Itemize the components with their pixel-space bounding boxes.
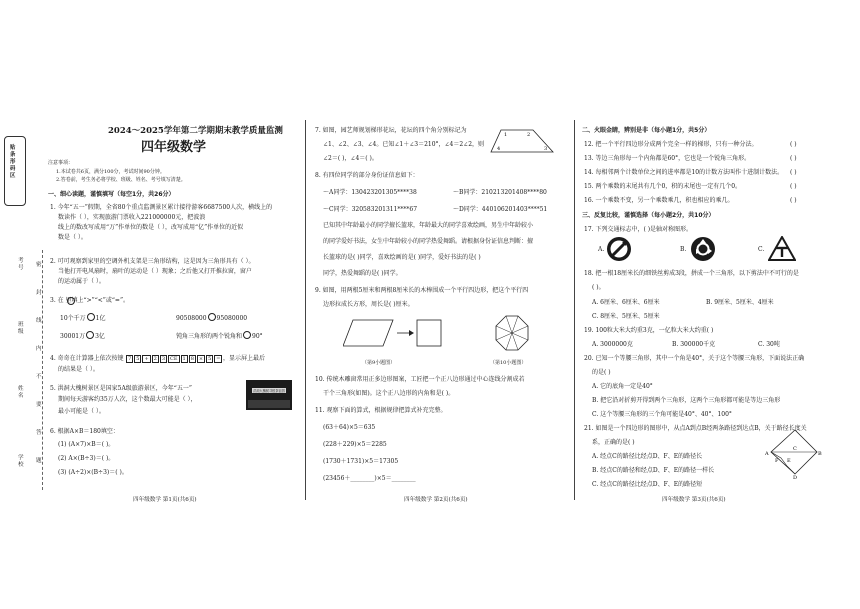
q1-line-4: 数是（ ）。 xyxy=(58,234,87,241)
q6-item-3: (3) (A÷2)×(B÷3)＝( )。 xyxy=(58,469,128,476)
svg-text:C: C xyxy=(793,446,797,452)
q17-stem: 17. 下列交通标志中，( )是轴对称图形。 xyxy=(584,226,693,233)
q8-text-2: 的同学爱好书法，女生中年龄较小的同学热爱舞蹈。请根据身份证信息判断：擅 xyxy=(323,238,534,245)
q11-item-1: (63＋64)×5＝635 xyxy=(323,424,376,431)
cut-line xyxy=(42,250,43,490)
cut-word-5: 要 xyxy=(36,402,42,408)
q21-opt-a: A. 经点C的路径比经点D、F、E的路径长 xyxy=(592,453,703,460)
q4-line-1: 4. 奇奇在计算器上依次按键 7 5 + 2 3 CE 1 8 × 5 = ，显示屏上最后 xyxy=(50,355,265,362)
cut-word-4: 不 xyxy=(36,374,42,380)
q10-line-1: 10. 传统木雕窗常用正多边形图案，工匠把一个正八边形通过中心连线分割成若 xyxy=(315,376,525,383)
tf-15: 15. 两个乘数的末尾共有几个0，积的末尾也一定有几个0。 xyxy=(584,183,742,190)
roundabout-sign-icon xyxy=(690,236,716,262)
svg-text:E: E xyxy=(787,458,791,464)
svg-text:4: 4 xyxy=(497,146,501,152)
q20-opt-a: A. 它的底角一定是40° xyxy=(592,383,653,390)
note-1: 1.本试卷共6页，满分100分，考试时间90分钟。 xyxy=(56,169,165,175)
tf-14: 14. 每相邻两个计数单位之间的进率都是10的计数方法叫作十进制计数法。 xyxy=(584,169,784,176)
q6-item-1: (1) (A×7)×B＝( )。 xyxy=(58,441,115,448)
notes-head: 注意事项： xyxy=(48,160,74,166)
q20-line-2: 的是( ) xyxy=(592,369,611,376)
q8-text-4: 同学，热爱舞蹈的是( )同学。 xyxy=(323,270,402,277)
q11-item-2: (228＋229)×5＝2285 xyxy=(323,441,387,448)
q19-opt-b: B. 300000千克 xyxy=(672,341,716,348)
q1-line-2: 数读作（ ），实现旅游门票收入221000000元，把波浪 xyxy=(58,214,206,221)
trapezoid-figure xyxy=(487,126,557,156)
svg-text:A: A xyxy=(765,451,769,457)
q18-line-1: 18. 把一根18厘米长的细铁丝剪成3段，拼成一个三角形，以下剪法中不可行的是 xyxy=(584,270,799,277)
q6-item-2: (2) A×(B÷3)＝( )。 xyxy=(58,455,115,462)
q2-line-3: 的运动属于（ ）。 xyxy=(58,278,105,285)
svg-text:F: F xyxy=(775,458,779,464)
q18-opt-a: A. 6厘米、6厘米、6厘米 xyxy=(592,299,660,306)
subject-title: 四年级数学 xyxy=(141,140,207,155)
q8-id-c: ～C同学：320583201311****67 xyxy=(323,206,418,213)
q2-line-2: 当他打开电风扇时，扇叶的运动是（ ）现象；之后他又打开推拉窗，窗户 xyxy=(58,268,252,275)
tf-12: 12. 把一个平行四边形分成两个完全一样的梯形，只有一种分法。 xyxy=(584,141,758,148)
cut-word-0: 密 xyxy=(36,262,42,268)
cut-word-3: 内 xyxy=(36,346,42,352)
svg-text:2: 2 xyxy=(527,132,531,138)
q2-line-1: 2. 可可观察到家里的空调外机支架是三角形结构，这是因为三角形具有（ ）。 xyxy=(50,258,255,265)
cut-word-6: 答 xyxy=(36,430,42,436)
q17-opt-a: A. xyxy=(598,246,605,253)
q11-stem: 11. 观察下面的算式，根据规律把算式补充完整。 xyxy=(315,407,447,414)
q1-line-1: 1. 今年“五一”假期，全省80个重点监测景区累计接待游客6687500人次，横线上的 xyxy=(50,204,273,211)
column-rule-2 xyxy=(574,120,575,500)
field-xingming: 姓名 xyxy=(18,386,24,399)
svg-text:1: 1 xyxy=(504,132,508,138)
path-diamond-figure xyxy=(765,428,823,480)
fig10-caption: （第10小题图） xyxy=(490,360,527,366)
fig9-caption: （第9小题图） xyxy=(362,360,396,366)
column-rule-1 xyxy=(305,120,306,500)
q11-item-4: (23456＋________)×5＝________ xyxy=(323,475,416,482)
q21-opt-b: B. 经点C的路径和经点D、F、E的路径一样长 xyxy=(592,467,715,474)
q17-opt-c: C. xyxy=(758,246,765,253)
cut-word-7: 题 xyxy=(36,458,42,464)
q3-row2-b: 钝角三角形的两个锐角和 90° xyxy=(176,333,263,340)
field-xuexiao: 学校 xyxy=(18,455,24,468)
svg-text:3: 3 xyxy=(544,146,548,152)
q8-stem: 8. 有四位同学的部分身份证信息如下： xyxy=(315,172,419,179)
q1-line-3: 线上的数改写成用“万”作单位的数是（ ），改写成用“亿”作单位的近似 xyxy=(58,224,244,231)
tf-14-answer: ( ) xyxy=(790,169,797,176)
q18-opt-b: B. 9厘米、5厘米、4厘米 xyxy=(706,299,774,306)
q20-line-1: 20. 已知一个等腰三角形，其中一个角是40°，关于这个等腰三角形，下面说法正确 xyxy=(584,355,805,362)
calc-key: 7 xyxy=(128,356,132,362)
cut-word-1: 封 xyxy=(36,290,42,296)
q19-opt-a: A. 3000000克 xyxy=(592,341,633,348)
q8-text-1: 已知其中年龄最小的同学擅长篮球，年龄最大的同学喜欢绘画，男生中年龄较小 xyxy=(323,222,534,229)
q8-id-b: ～B同学：210213201408****80 xyxy=(453,189,547,196)
q5-line-2: 期间每天游客约35万人次，这个数最大可能是（ ）， xyxy=(58,396,197,403)
no-left-turn-sign-icon xyxy=(606,236,632,262)
svg-text:D: D xyxy=(793,475,798,480)
q9-line-1: 9. 如图，用两根5厘米和两根8厘米长的木棒围成一个平行四边形，把这个平行四 xyxy=(315,287,529,294)
q20-opt-c: C. 这个等腰三角形的三个角可能是40°、40°、100° xyxy=(592,411,732,418)
q5-line-1: 5. 洪洞大槐树景区是国家5A级旅游景区，今年“五一” xyxy=(50,385,192,392)
q17-opt-b: B. xyxy=(680,246,687,253)
q10-line-2: 干个三角形(如图)。这个正八边形的内角和是( )。 xyxy=(323,390,455,397)
q7-line-3: ∠2＝( )，∠4＝( )。 xyxy=(323,155,378,162)
q7-line-2: ∠1、∠2、∠3、∠4。已知∠1＋∠3＝210°，∠4＝2∠2，则 xyxy=(323,141,485,148)
tf-16-answer: ( ) xyxy=(790,197,797,204)
note-2: 2.答卷前，考生务必将学校、班级、姓名、考号填写清楚。 xyxy=(56,177,186,183)
q3-row1-b: 90508000 95080000 xyxy=(176,315,248,322)
q11-item-3: (1730＋1731)×5＝17305 xyxy=(323,458,399,465)
q19-opt-c: C. 30吨 xyxy=(758,341,780,348)
section-3-title: 三、反复比较，谨慎选择（每小题2分，共10分） xyxy=(582,212,715,219)
page3-footer: 四年级数学 第3页(共6页) xyxy=(662,497,726,503)
q3-stem: 3. 在 里填上“>”“<”或“=”。 xyxy=(50,297,130,304)
tf-13: 13. 等边三角形每一个内角都是60°，它也是一个锐角三角形。 xyxy=(584,155,751,162)
tf-13-answer: ( ) xyxy=(790,155,797,162)
t-junction-sign-icon xyxy=(768,236,796,262)
q18-line-2: ( )。 xyxy=(592,284,605,291)
svg-text:B: B xyxy=(818,451,822,457)
exam-title: 2024～2025学年第二学期期末教学质量监测 xyxy=(108,126,283,136)
q4-line-2: 的结果是（ ）。 xyxy=(58,366,99,373)
q21-line-2: 系，正确的是( ) xyxy=(592,439,635,446)
sign-banner-text: 洪洞大槐树寻根祭祖园 xyxy=(253,389,285,393)
barcode-stamp: 贴条形码区 xyxy=(4,136,26,206)
scenic-sign-photo xyxy=(246,380,292,410)
q6-stem: 6. 根据A×B＝180填空： xyxy=(50,428,119,435)
page2-footer: 四年级数学 第2页(共6页) xyxy=(404,497,468,503)
tf-16: 16. 一个乘数不变，另一个乘数乘几，积也相应的乘几。 xyxy=(584,197,734,204)
q3-circle-hint xyxy=(66,297,76,306)
field-kaohao: 考号 xyxy=(18,258,24,271)
q5-line-3: 最小可能是（ ）。 xyxy=(58,408,105,415)
field-banji: 班级 xyxy=(18,322,24,335)
q7-line-1: 7. 如图，园艺师规划梯形花坛，花坛的四个角分别标记为 xyxy=(315,127,467,134)
q3-row1-a: 10个千万 1亿 xyxy=(60,315,106,322)
page1-footer: 四年级数学 第1页(共6页) xyxy=(133,497,197,503)
q9-line-2: 边形拉成长方形，周长是( )厘米。 xyxy=(323,301,414,308)
parallelogram-figure xyxy=(343,316,443,352)
q20-opt-b: B. 把它沿对折剪开得到两个三角形，这两个三角形都可能是等边三角形 xyxy=(592,397,781,404)
q21-line-1: 21. 如图是一个四边形的图形中，从点A到点B经两条路径到达点B，关于路径长度关 xyxy=(584,425,807,432)
q19-stem: 19. 100粒大米大约重3克，一亿粒大米大约重( ) xyxy=(584,327,714,334)
q3-row2-a: 30001万 3亿 xyxy=(60,333,105,340)
section-2-title: 二、火眼金睛，辨别是非（每小题1分，共5分） xyxy=(582,127,711,134)
q8-id-d: ～D同学：440106201403****51 xyxy=(453,206,548,213)
q18-opt-c: C. 8厘米、5厘米、5厘米 xyxy=(592,313,660,320)
cut-word-2: 线 xyxy=(36,318,42,324)
q21-opt-c: C. 经点C的路径比经点D、F、E的路径短 xyxy=(592,481,703,488)
q8-id-a: ～A同学：130423201305****38 xyxy=(323,189,417,196)
tf-12-answer: ( ) xyxy=(790,141,797,148)
tf-15-answer: ( ) xyxy=(790,183,797,190)
section-1-title: 一、细心读题，谨慎填写（每空1分，共26分） xyxy=(48,191,175,198)
q8-text-3: 长篮球的是( )同学，喜欢绘画的是( )同学，爱好书法的是( ) xyxy=(323,254,481,261)
octagon-figure xyxy=(492,314,532,354)
